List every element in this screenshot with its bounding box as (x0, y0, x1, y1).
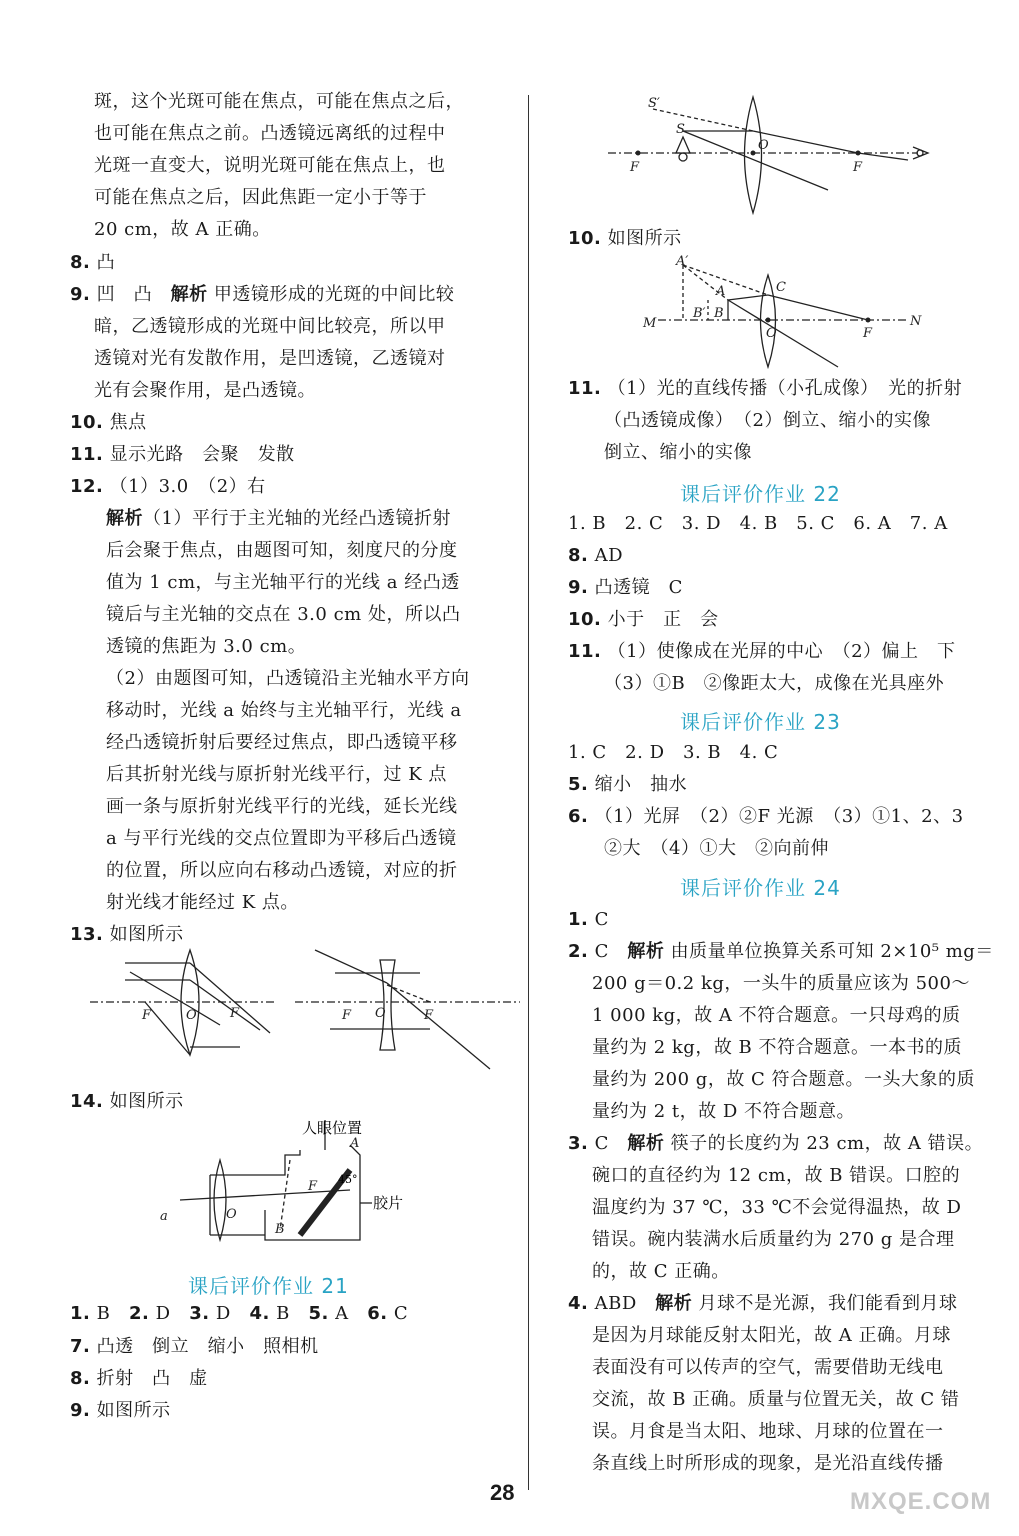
text-line: 量约为 2 kg，故 B 不符合题意。一本书的质 (592, 1037, 962, 1058)
text-line: 20 cm，故 A 正确。 (94, 219, 271, 240)
answer-11: 11. （1）光的直线传播（小孔成像） 光的折射 (568, 378, 963, 399)
lens-diagram-13 (90, 945, 520, 1085)
answer-3: 3. C 解析 筷子的长度约为 23 cm，故 A 错误。 (568, 1133, 984, 1154)
svg-text:S′: S′ (648, 96, 660, 111)
text-line: 镜后与主光轴的交点在 3.0 cm 处，所以凸 (106, 604, 461, 625)
text-line: 后会聚于焦点，由题图可知，刻度尺的分度 (106, 540, 458, 561)
answer-11b: 11. （1）使像成在光屏的中心 （2）偏上 下 (568, 641, 956, 662)
text-line: 200 g＝0.2 kg，一头牛的质量应该为 500～ (592, 973, 970, 994)
answer-13: 13. 如图所示 (70, 924, 184, 945)
svg-text:A: A (716, 284, 726, 299)
svg-text:S: S (676, 122, 685, 137)
answer-5: 5. 缩小 抽水 (568, 774, 688, 795)
svg-text:C: C (776, 280, 786, 295)
answer-8b: 8. 折射 凸 虚 (70, 1368, 208, 1389)
section-heading-21: 课后评价作业 21 (188, 1274, 349, 1298)
answer-7: 7. 凸透 倒立 缩小 照相机 (70, 1336, 319, 1357)
text-line: 后其折射光线与原折射光线平行，过 K 点 (106, 764, 447, 785)
text-line: 移动时，光线 a 始终与主光轴平行，光线 a (106, 700, 462, 721)
svg-text:F: F (308, 1179, 318, 1194)
svg-text:M: M (643, 316, 657, 331)
text-line: 的位置，所以应向右移动凸透镜，对应的折 (106, 860, 458, 881)
answer-9b: 9. 如图所示 (70, 1400, 171, 1421)
text-line: 误。月食是当太阳、地球、月球的位置在一 (592, 1421, 944, 1442)
watermark: MXQE.COM (850, 1488, 992, 1515)
svg-text:N: N (910, 314, 922, 329)
svg-text:O: O (758, 138, 769, 153)
text-line: 温度约为 37 ℃，33 ℃不会觉得温热，故 D (592, 1197, 962, 1218)
text-line: 交流，故 B 正确。质量与位置无关，故 C 错 (592, 1389, 960, 1410)
answer-8: 8. 凸 (70, 252, 116, 273)
text-line: 经凸透镜折射后要经过焦点，即凸透镜平移 (106, 732, 458, 753)
text-line: 条直线上时所形成的现象，是光沿直线传播 (592, 1453, 944, 1474)
answer-2: 2. C 解析 由质量单位换算关系可知 2×10⁵ mg＝ (568, 941, 994, 962)
svg-text:F: F (630, 160, 640, 175)
text-line: （2）由题图可知，凸透镜沿主光轴水平方向 (106, 668, 470, 689)
text-line: 画一条与原折射光线平行的光线，延长光线 (106, 796, 458, 817)
text-line: a 与平行光线的交点位置即为平移后凸透镜 (106, 828, 457, 849)
svg-text:A: A (350, 1136, 360, 1151)
svg-text:F: F (863, 326, 873, 341)
svg-text:F: F (424, 1008, 434, 1023)
eye-position-label: 人眼位置 (302, 1119, 363, 1137)
svg-text:O: O (375, 1006, 386, 1021)
answer-14: 14. 如图所示 (70, 1091, 184, 1112)
column-divider (528, 95, 529, 1490)
text-line: 光有会聚作用，是凸透镜。 (94, 380, 316, 401)
text-line: （3）①B ②像距太大，成像在光具座外 (604, 673, 945, 694)
text-line: 倒立、缩小的实像 (604, 442, 752, 463)
answers-21: 1. B 2. D 3. D 4. B 5. A 6. C (70, 1303, 409, 1324)
angle-label: 45° (338, 1173, 358, 1186)
svg-text:F: F (142, 1008, 152, 1023)
section-heading-23: 课后评价作业 23 (680, 710, 841, 734)
text-line: 量约为 2 t，故 D 不符合题意。 (592, 1101, 856, 1122)
camera-diagram-14 (160, 1115, 490, 1255)
magnifier-diagram-9 (608, 95, 978, 215)
text-line: 表面没有可以传声的空气，需要借助无线电 (592, 1357, 944, 1378)
svg-text:O: O (766, 326, 777, 341)
text-line: ②大 （4）①大 ②向前伸 (604, 838, 829, 859)
svg-text:B′: B′ (693, 306, 706, 321)
text-line: 可能在焦点之后，因此焦距一定小于等于 (94, 187, 427, 208)
text-line: 也可能在焦点之前。凸透镜远离纸的过程中 (94, 123, 446, 144)
answer-6: 6. （1）光屏 （2）②F 光源 （3）①1、2、3 (568, 806, 964, 827)
answer-8: 8. AD (568, 545, 624, 566)
text-line: 解析（1）平行于主光轴的光经凸透镜折射 (106, 508, 451, 529)
svg-text:A′: A′ (676, 254, 689, 269)
text-line: 暗，乙透镜形成的光斑中间比较亮，所以甲 (94, 316, 446, 337)
answer-9: 9. 凸透镜 C (568, 577, 683, 598)
text-line: 光斑一直变大，说明光斑可能在焦点上，也 (94, 155, 446, 176)
section-heading-22: 课后评价作业 22 (680, 482, 841, 506)
answer-10b: 10. 小于 正 会 (568, 609, 719, 630)
page-number: 28 (490, 1480, 515, 1505)
text-line: 值为 1 cm，与主光轴平行的光线 a 经凸透 (106, 572, 460, 593)
film-label: 胶片 (373, 1194, 404, 1212)
svg-text:F: F (342, 1008, 352, 1023)
svg-text:O: O (226, 1207, 237, 1222)
text-line: 1 000 kg，故 A 不符合题意。一只母鸡的质 (592, 1005, 961, 1026)
svg-text:O: O (186, 1008, 197, 1023)
answer-12: 12. （1）3.0 （2）右 (70, 476, 266, 497)
image-diagram-10 (638, 255, 928, 370)
text-line: 是因为月球能反射太阳光，故 A 正确。月球 (592, 1325, 951, 1346)
svg-text:F: F (853, 160, 863, 175)
svg-text:B: B (714, 306, 724, 321)
text-line: 量约为 200 g，故 C 符合题意。一头大象的质 (592, 1069, 976, 1090)
answer-9: 9. 凹 凸 解析 甲透镜形成的光斑的中间比较 (70, 284, 455, 305)
answers-23: 1. C 2. D 3. B 4. C (568, 742, 779, 763)
section-heading-24: 课后评价作业 24 (680, 876, 841, 900)
answer-1: 1. C (568, 909, 609, 930)
answer-11: 11. 显示光路 会聚 发散 (70, 444, 295, 465)
svg-text:F: F (230, 1006, 240, 1021)
text-line: 透镜对光有发散作用，是凹透镜，乙透镜对 (94, 348, 446, 369)
text-line: 碗口的直径约为 12 cm，故 B 错误。口腔的 (592, 1165, 961, 1186)
svg-text:a: a (160, 1209, 168, 1224)
text-line: 的，故 C 正确。 (592, 1261, 730, 1282)
svg-text:B: B (275, 1222, 285, 1237)
answer-10: 10. 焦点 (70, 412, 147, 433)
text-line: （凸透镜成像） （2）倒立、缩小的实像 (604, 410, 931, 431)
answers-22: 1. B 2. C 3. D 4. B 5. C 6. A 7. A (568, 513, 948, 534)
text-line: 错误。碗内装满水后质量约为 270 g 是合理 (592, 1229, 955, 1250)
text-line: 斑，这个光斑可能在焦点，可能在焦点之后， (94, 91, 464, 112)
text-line: 透镜的焦距为 3.0 cm。 (106, 636, 307, 657)
answer-10: 10. 如图所示 (568, 228, 682, 249)
answer-4: 4. ABD 解析 月球不是光源，我们能看到月球 (568, 1293, 958, 1314)
text-line: 射光线才能经过 K 点。 (106, 892, 299, 913)
